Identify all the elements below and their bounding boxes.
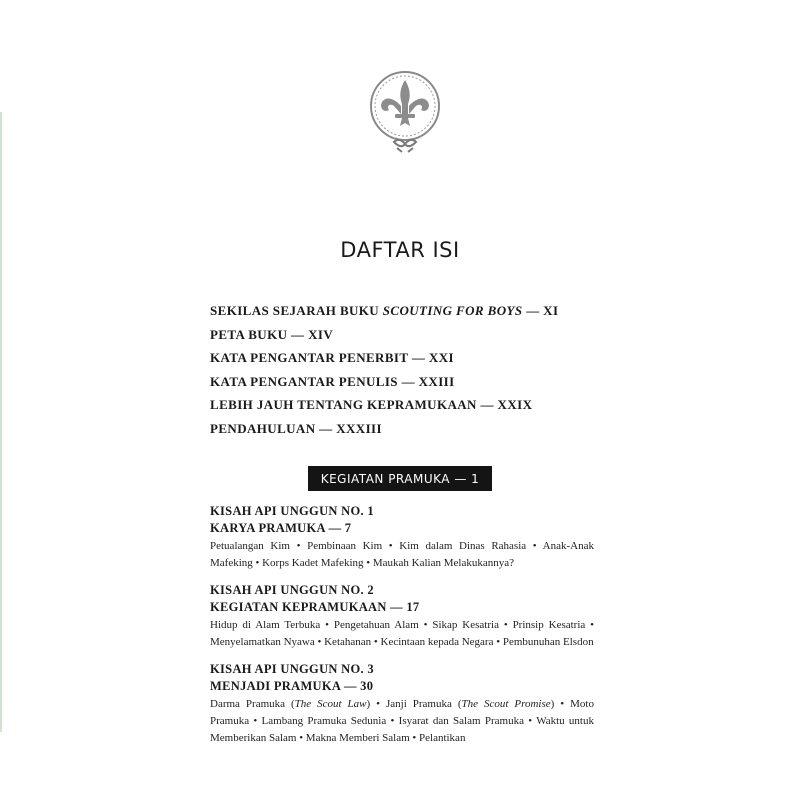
chapter-topics	[210, 617, 594, 651]
chapter-title: MENJADI PRAMUKA — 30	[210, 679, 374, 693]
toc-entry-text: PENDAHULUAN — XXXIII	[210, 420, 382, 436]
toc-entry-text: KATA PENGANTAR PENERBIT — XXI	[210, 350, 454, 366]
chapter-topics-text: Petualangan Kim • Pembinaan Kim • Kim dalam Dinas Rahasia • Anak-Anak Mafeking • Korps Kadet Mafeking • Maukah Kalian Melakukannya?	[210, 540, 594, 569]
chapter-entry[interactable]	[210, 582, 594, 651]
chapter-entry[interactable]	[210, 503, 594, 572]
chapter-entry[interactable]	[210, 661, 594, 747]
chapter-number: KISAH API UNGGUN NO. 3	[210, 662, 374, 676]
toc-entry[interactable]	[210, 325, 610, 349]
chapter-number: KISAH API UNGGUN NO. 1	[210, 504, 374, 518]
chapter-topics	[210, 696, 594, 747]
toc-entry[interactable]	[210, 395, 610, 419]
toc-entry-text: PETA BUKU — XIV	[210, 326, 334, 342]
chapter-list	[210, 503, 594, 757]
chapter-topics-text: ) • Janji Pramuka (	[366, 698, 462, 710]
toc-entry-text: KATA PENGANTAR PENULIS — XXIII	[210, 373, 455, 389]
toc-entry[interactable]	[210, 419, 610, 443]
chapter-title: KARYA PRAMUKA — 7	[210, 521, 352, 535]
chapter-topics-italic: The Scout Law	[294, 698, 367, 710]
chapter-number: KISAH API UNGGUN NO. 2	[210, 583, 374, 597]
chapter-topics	[210, 538, 594, 572]
toc-entry-text: SEKILAS SEJARAH BUKU	[210, 303, 383, 318]
fleur-de-lis-scout-emblem-icon	[364, 68, 446, 160]
chapter-title: KEGIATAN KEPRAMUKAAN — 17	[210, 600, 420, 614]
chapter-topics-text: Hidup di Alam Terbuka • Pengetahuan Alam • Sikap Kesatria • Prinsip Kesatria • Menyelamatkan Nyawa • Ketahanan • Kecintaan kepada Negara • Pembunuhan Elsdon	[210, 619, 594, 648]
page-edge-divider	[0, 112, 2, 732]
page-title: DAFTAR ISI	[340, 238, 460, 262]
toc-entry-text: LEBIH JAUH TENTANG KEPRAMUKAAN — XXIX	[210, 397, 533, 413]
chapter-topics-italic: The Scout Promise	[461, 698, 551, 710]
section-heading-badge: KEGIATAN PRAMUKA — 1	[308, 466, 492, 491]
toc-entry[interactable]	[210, 348, 610, 372]
toc-entry[interactable]	[210, 372, 610, 396]
chapter-topics-text: ) • Moto Pramuka • Lambang Pramuka Sedunia • Isyarat dan Salam Pramuka • Waktu untuk Memberikan Salam • Makna Memberi Salam • Pelantikan	[210, 698, 594, 744]
toc-entry-italic: SCOUTING FOR BOYS	[382, 303, 523, 318]
toc-entry[interactable]	[210, 301, 610, 325]
chapter-topics-text: Darma Pramuka (	[210, 698, 295, 710]
front-matter-list	[210, 301, 610, 443]
toc-entry-page: — XI	[522, 303, 559, 318]
